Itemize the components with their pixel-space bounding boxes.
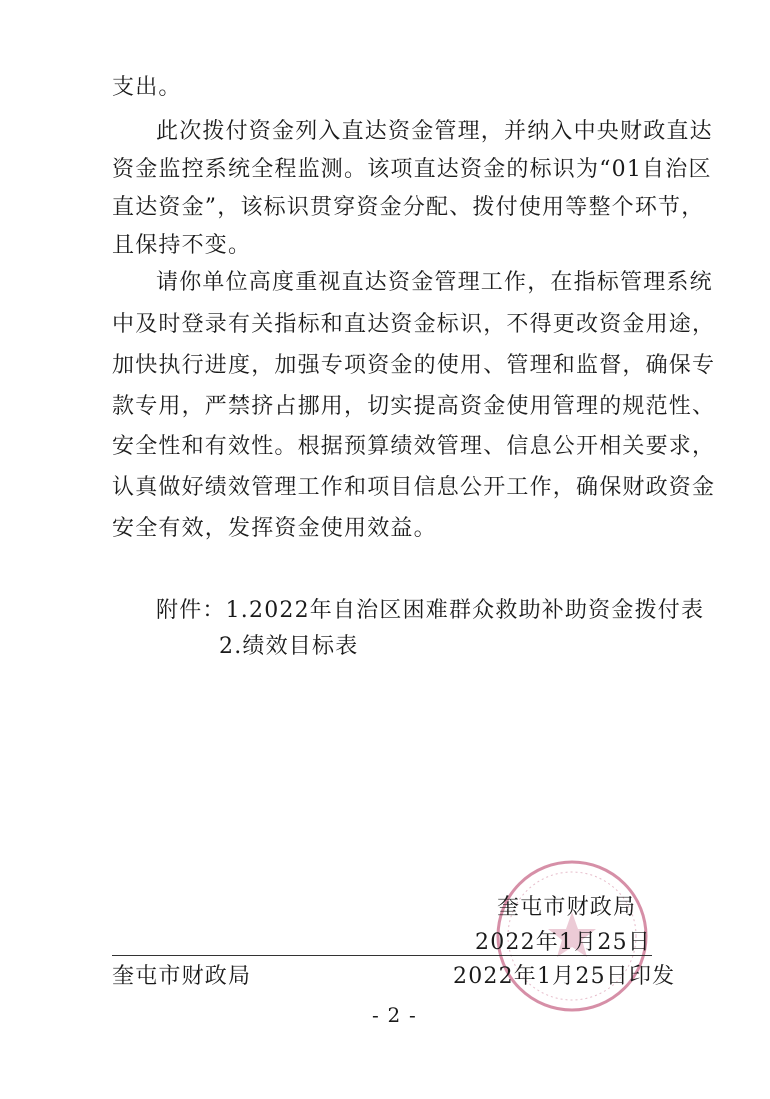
- body-line-6: 请你单位高度重视直达资金管理工作，在指标管理系统: [156, 270, 713, 295]
- body-line-1: 支出。: [112, 75, 182, 100]
- body-line-2: 此次拨付资金列入直达资金管理，并纳入中央财政直达: [156, 119, 713, 144]
- footer-issuer: 奎屯市财政局: [112, 964, 252, 989]
- attachment-1: 附件：1.2022年自治区困难群众救助补助资金拨付表: [156, 598, 705, 623]
- attachment-2: 2.绩效目标表: [219, 634, 359, 659]
- page-number: - 2 -: [372, 1003, 417, 1027]
- body-line-3: 资金监控系统全程监测。该项直达资金的标识为“01自治区: [112, 157, 712, 182]
- footer-rule: [112, 955, 652, 956]
- body-line-5: 且保持不变。: [112, 233, 252, 258]
- body-line-9: 款专用，严禁挤占挪用，切实提高资金使用管理的规范性、: [112, 394, 716, 419]
- body-line-4: 直达资金”，该标识贯穿资金分配、拨付使用等整个环节，: [112, 195, 705, 220]
- footer-issue-date: 2022年1月25日印发: [453, 964, 676, 989]
- body-line-7: 中及时登录有关指标和直达资金标识，不得更改资金用途，: [112, 312, 716, 337]
- body-line-8: 加快执行进度，加强专项资金的使用、管理和监督，确保专: [112, 353, 716, 378]
- signature-org: 奎屯市财政局: [497, 895, 637, 920]
- signature-date: 2022年1月25日: [475, 930, 651, 955]
- body-line-10: 安全性和有效性。根据预算绩效管理、信息公开相关要求，: [112, 434, 716, 459]
- body-line-12: 安全有效，发挥资金使用效益。: [112, 516, 437, 541]
- body-line-11: 认真做好绩效管理工作和项目信息公开工作，确保财政资金: [112, 475, 716, 500]
